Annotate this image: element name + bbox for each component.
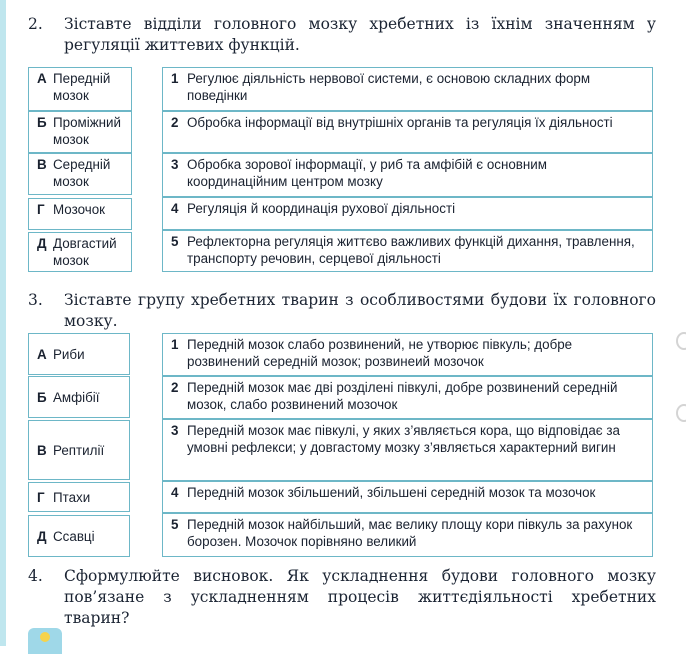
item-label: Мозочок <box>53 202 106 217</box>
item-number: 4 <box>171 485 179 500</box>
item-text: Передній мозок має дві розділені півкулі, добре розвинений середній мозок, слабо розвинений мозочок <box>187 380 618 412</box>
item-text: Передній мозок має півкулі, у яких з’являється кора, що відповідає за умовні рефлекси; у довгастому мозку з’являється характерний вигин <box>187 423 620 455</box>
question-4 <box>28 566 656 629</box>
left-item-b <box>28 111 132 153</box>
item-number: 3 <box>171 423 179 438</box>
item-letter: Д <box>37 528 47 544</box>
left-item-a <box>28 67 132 111</box>
right-item-4 <box>162 481 653 513</box>
right-item-1 <box>162 67 653 111</box>
item-label: Середній мозок <box>53 157 111 189</box>
question-3 <box>28 290 656 332</box>
right-item-2 <box>162 111 653 153</box>
item-text: Обробка інформації від внутрішніх органів та регуляція їх діяльності <box>187 115 613 130</box>
question-number: 4. <box>28 567 43 585</box>
item-number: 2 <box>171 115 179 130</box>
left-item-a <box>28 333 130 375</box>
item-letter: Б <box>37 115 47 130</box>
left-item-h <box>28 482 130 512</box>
item-text: Передній мозок найбільший, має велику площу кори півкуль за рахунок борозен. Мозочок порівняно великий <box>187 517 633 549</box>
item-text: Обробка зорової інформації, у риб та амфібій є основним координаційним центром мозку <box>187 157 547 189</box>
question-number: 2. <box>28 15 43 33</box>
item-label: Амфібії <box>53 389 100 405</box>
question-text: Зіставте відділи головного мозку хребетних із їхнім значенням у регуляції життевих функцій. <box>64 15 656 54</box>
margin-decoration <box>676 332 686 350</box>
item-number: 3 <box>171 157 179 172</box>
left-item-v <box>28 420 130 480</box>
left-item-d <box>28 232 132 272</box>
item-letter: Д <box>37 236 47 251</box>
item-letter: Б <box>37 389 47 405</box>
question-2 <box>28 14 656 56</box>
left-item-d <box>28 515 130 557</box>
question-text: Сформулюйте висновок. Як ускладнення будови головного мозку пов’язане з ускладненням процесів життєдіяльності хребетних тварин? <box>64 567 656 627</box>
left-item-b <box>28 376 130 418</box>
page-edge-stripe <box>0 0 6 646</box>
item-label: Проміжний мозок <box>53 115 122 147</box>
item-number: 2 <box>171 380 179 395</box>
item-number: 1 <box>171 337 179 352</box>
right-item-5 <box>162 230 653 272</box>
item-label: Рептилії <box>53 442 105 458</box>
item-letter: А <box>37 346 47 362</box>
item-letter: Г <box>37 202 45 217</box>
item-label: Довгастий мозок <box>53 236 117 268</box>
right-item-3 <box>162 419 653 481</box>
left-item-h <box>28 198 132 230</box>
sun-icon <box>40 632 50 642</box>
item-number: 5 <box>171 234 179 249</box>
item-text: Рефлекторна регуляція життєво важливих функцій дихання, травлення, транспорту речовин, серцевої діяльності <box>187 234 635 266</box>
item-label: Передній мозок <box>53 71 111 103</box>
item-text: Передній мозок збільшений, збільшені середній мозок та мозочок <box>187 485 596 500</box>
item-number: 4 <box>171 201 179 216</box>
item-label: Риби <box>53 346 85 362</box>
item-letter: А <box>37 71 47 86</box>
item-number: 5 <box>171 517 179 532</box>
item-number: 1 <box>171 71 179 86</box>
question-number: 3. <box>28 291 43 309</box>
left-item-v <box>28 153 132 195</box>
item-letter: В <box>37 442 47 458</box>
right-item-3 <box>162 153 653 197</box>
page-corner-badge <box>28 628 62 654</box>
margin-decoration <box>676 404 686 422</box>
item-label: Птахи <box>53 489 91 505</box>
item-label: Ссавці <box>53 528 95 544</box>
right-item-4 <box>162 197 653 230</box>
item-text: Регулює діяльність нервової системи, є основою складних форм поведінки <box>187 71 591 103</box>
right-item-1 <box>162 333 653 376</box>
item-text: Передній мозок слабо розвинений, не утворює півкуль; добре розвинений середній мозок; розвинеий мозочок <box>187 337 573 369</box>
item-text: Регуляція й координація рухової діяльності <box>187 201 456 216</box>
item-letter: Г <box>37 489 45 505</box>
right-item-2 <box>162 376 653 419</box>
item-letter: В <box>37 157 47 172</box>
question-text: Зіставте групу хребетних тварин з особливостями будови їх головного мозку. <box>64 291 656 330</box>
right-item-5 <box>162 513 653 557</box>
